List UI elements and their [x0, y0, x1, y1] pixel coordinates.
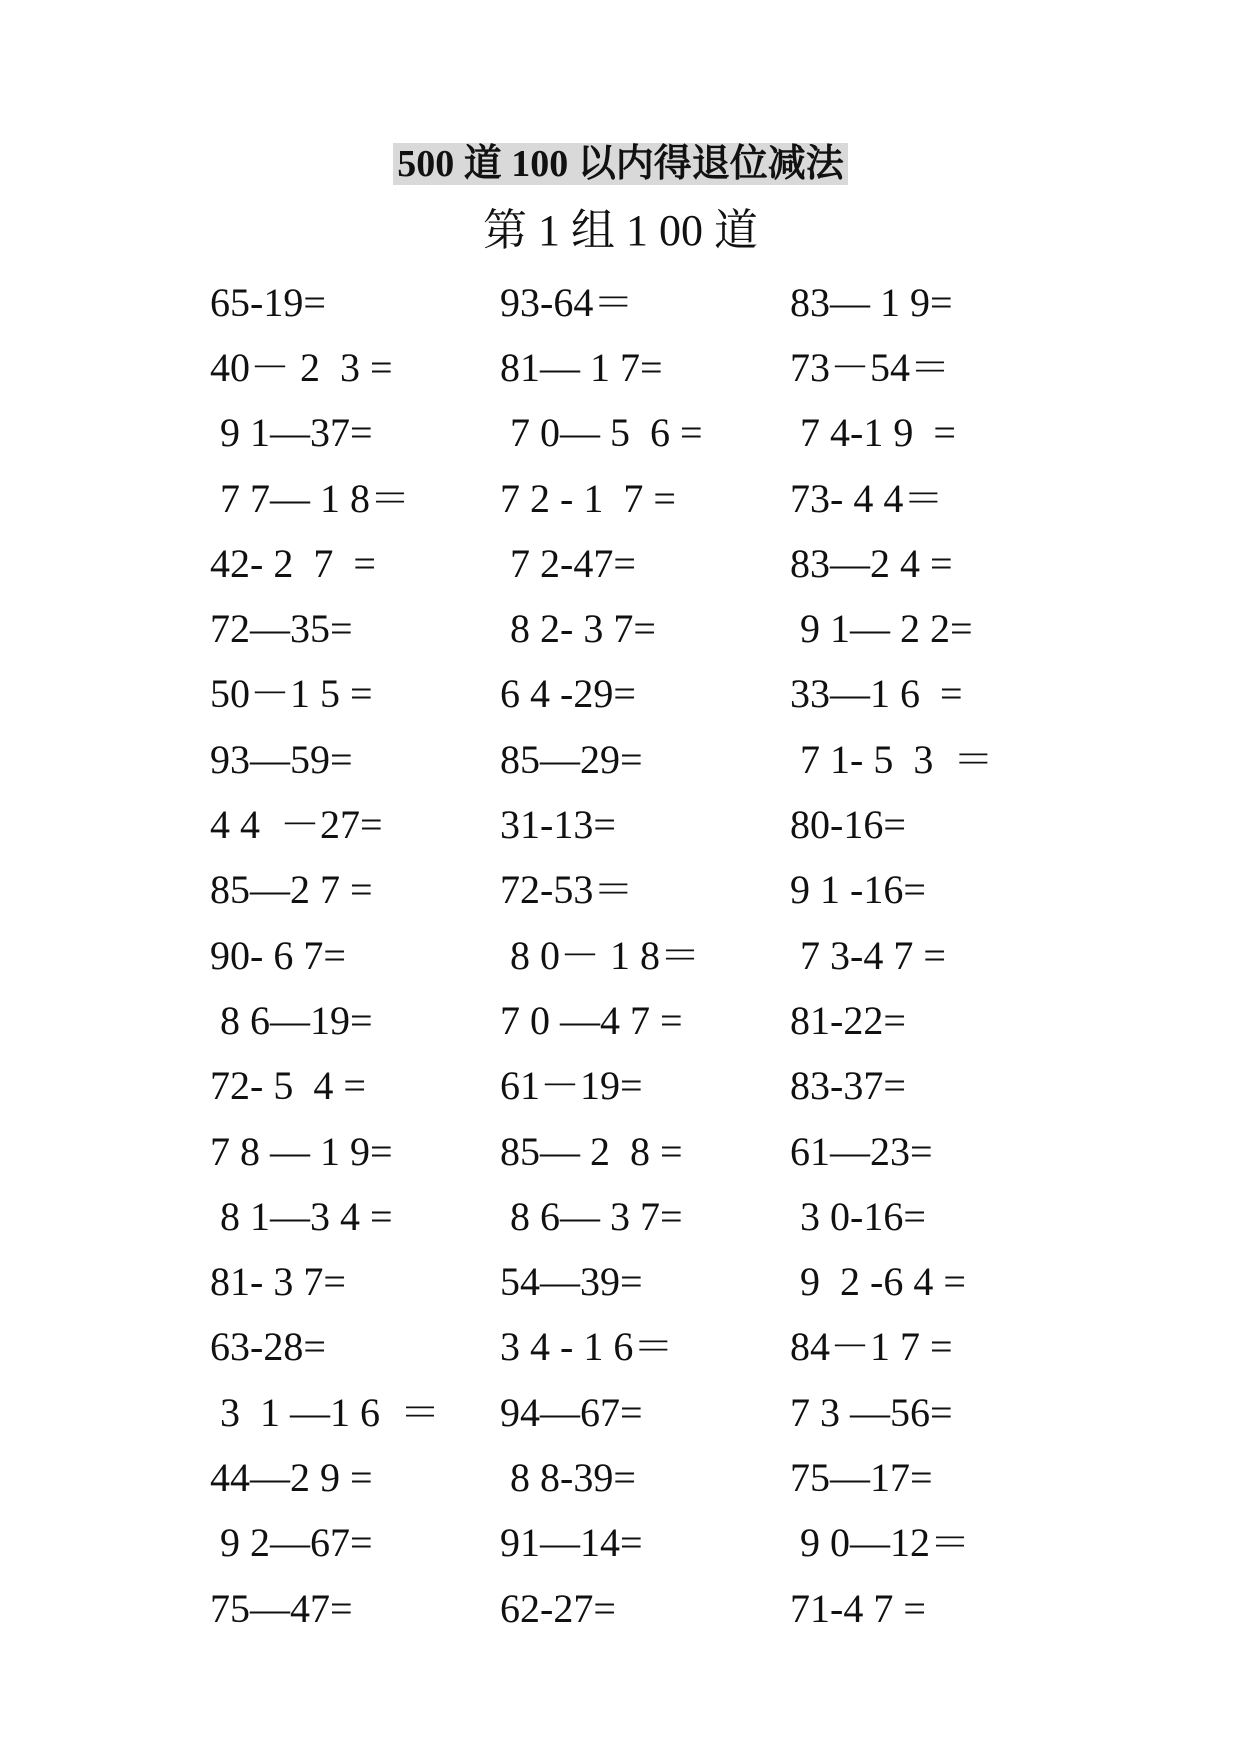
problem-cell: 90- 6 7=	[210, 932, 346, 978]
problem-cell: 71-4 7 =	[790, 1585, 926, 1631]
problem-cell: 72-53＝	[500, 867, 634, 913]
problem-cell: 8 8-39=	[500, 1454, 636, 1500]
document-title	[0, 140, 1241, 188]
problem-cell: 83— 1 9=	[790, 279, 953, 325]
problem-cell: 7 4-1 9 =	[790, 410, 956, 456]
problem-cell: 73－54＝	[790, 344, 950, 390]
problem-cell: 7 7— 1 8＝	[210, 475, 410, 521]
problem-cell: 33—1 6 =	[790, 671, 963, 717]
problem-cell: 54—39=	[500, 1259, 643, 1305]
problem-cell: 9 1—37=	[210, 410, 373, 456]
problem-cell: 63-28=	[210, 1324, 326, 1370]
problem-cell: 93—59=	[210, 736, 353, 782]
problem-cell: 61—23=	[790, 1128, 933, 1174]
problem-cell: 84－1 7 =	[790, 1324, 953, 1370]
problem-cell: 7 0 —4 7 =	[500, 997, 683, 1043]
document-title-text: 500 道 100 以内得退位减法	[393, 143, 848, 185]
problem-cell: 50－1 5 =	[210, 671, 373, 717]
problem-cell: 6 4 -29=	[500, 671, 636, 717]
problem-cell: 3 1 —1 6 ＝	[210, 1389, 440, 1435]
problem-row	[210, 727, 1110, 792]
problem-row	[210, 662, 1110, 727]
problem-cell: 7 1- 5 3 ＝	[790, 736, 994, 782]
problem-cell: 9 1— 2 2=	[790, 606, 973, 652]
problem-row	[210, 270, 1110, 335]
problem-cell: 94—67=	[500, 1389, 643, 1435]
problem-cell: 9 1 -16=	[790, 867, 926, 913]
problem-cell: 7 8 — 1 9=	[210, 1128, 393, 1174]
group-title: 第 1 组 1 00 道	[483, 206, 758, 255]
problem-row	[210, 1511, 1110, 1576]
problem-row	[210, 988, 1110, 1053]
problem-row	[210, 466, 1110, 531]
problem-row	[210, 923, 1110, 988]
problem-cell: 73- 4 4＝	[790, 475, 944, 521]
problem-grid	[210, 270, 1110, 1641]
problem-cell: 7 2 - 1 7 =	[500, 475, 676, 521]
problem-cell: 81— 1 7=	[500, 344, 663, 390]
problem-cell: 42- 2 7 =	[210, 540, 376, 586]
problem-cell: 8 6— 3 7=	[500, 1193, 683, 1239]
problem-row	[210, 1054, 1110, 1119]
problem-row	[210, 1576, 1110, 1641]
problem-cell: 80-16=	[790, 802, 906, 848]
problem-cell: 3 4 - 1 6＝	[500, 1324, 674, 1370]
problem-cell: 7 3-4 7 =	[790, 932, 946, 978]
problem-cell: 65-19=	[210, 279, 326, 325]
problem-cell: 8 1—3 4 =	[210, 1193, 393, 1239]
problem-row	[210, 596, 1110, 661]
problem-row	[210, 1119, 1110, 1184]
problem-cell: 91—14=	[500, 1520, 643, 1566]
problem-row	[210, 1380, 1110, 1445]
problem-cell: 9 2—67=	[210, 1520, 373, 1566]
problem-cell: 85—29=	[500, 736, 643, 782]
problem-cell: 85—2 7 =	[210, 867, 373, 913]
problem-cell: 9 2 -6 4 =	[790, 1259, 966, 1305]
problem-row	[210, 401, 1110, 466]
problem-cell: 83—2 4 =	[790, 540, 953, 586]
problem-row	[210, 858, 1110, 923]
problem-cell: 44—2 9 =	[210, 1454, 373, 1500]
problem-cell: 8 2- 3 7=	[500, 606, 656, 652]
problem-cell: 7 0— 5 6 =	[500, 410, 703, 456]
problem-cell: 7 3 —56=	[790, 1389, 953, 1435]
problem-cell: 72- 5 4 =	[210, 1063, 366, 1109]
problem-cell: 4 4 －27=	[210, 802, 383, 848]
problem-row	[210, 1249, 1110, 1314]
problem-cell: 61－19=	[500, 1063, 643, 1109]
problem-row	[210, 1445, 1110, 1510]
problem-row	[210, 1315, 1110, 1380]
problem-cell: 72—35=	[210, 606, 353, 652]
problem-cell: 75—17=	[790, 1454, 933, 1500]
problem-cell: 62-27=	[500, 1585, 616, 1631]
problem-row	[210, 335, 1110, 400]
problem-cell: 75—47=	[210, 1585, 353, 1631]
problem-row	[210, 531, 1110, 596]
problem-cell: 81- 3 7=	[210, 1259, 346, 1305]
problem-cell: 9 0—12＝	[790, 1520, 970, 1566]
problem-row	[210, 792, 1110, 857]
problem-row	[210, 1184, 1110, 1249]
problem-cell: 8 0－ 1 8＝	[500, 932, 700, 978]
problem-cell: 3 0-16=	[790, 1193, 926, 1239]
problem-cell: 83-37=	[790, 1063, 906, 1109]
problem-cell: 81-22=	[790, 997, 906, 1043]
problem-cell: 8 6—19=	[210, 997, 373, 1043]
problem-cell: 40－ 2 3 =	[210, 344, 393, 390]
problem-cell: 7 2-47=	[500, 540, 636, 586]
problem-cell: 31-13=	[500, 802, 616, 848]
problem-cell: 85— 2 8 =	[500, 1128, 683, 1174]
problem-cell: 93-64＝	[500, 279, 634, 325]
